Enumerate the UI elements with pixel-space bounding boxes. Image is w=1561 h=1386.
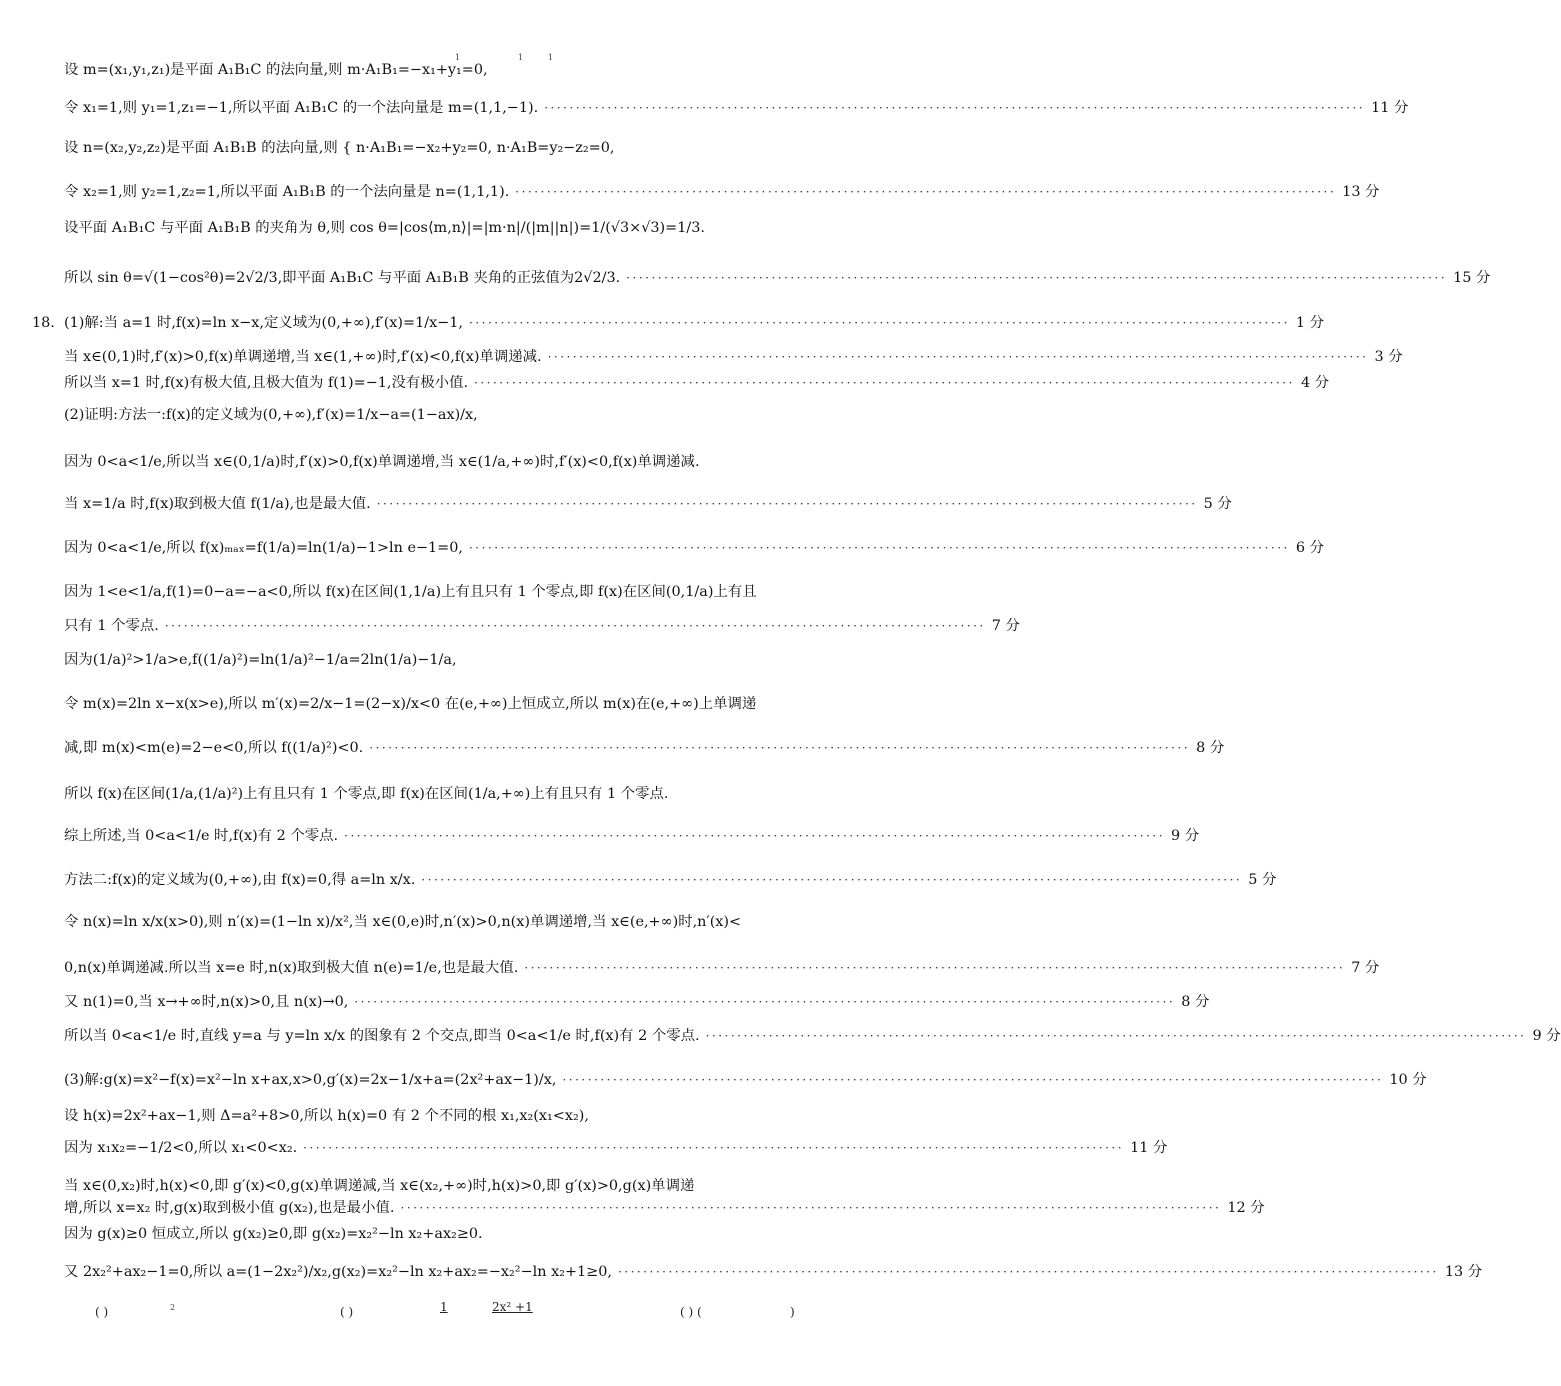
line-text: 又 n(1)=0,当 x→+∞时,n(x)>0,且 n(x)→0, <box>64 994 349 1010</box>
q18-line <box>64 1198 1265 1218</box>
bottom-fragment-1: ( ) <box>95 1305 109 1319</box>
line-text: 令 x₂=1,则 y₂=1,z₂=1,所以平面 A₁B₁B 的一个法向量是 n=(1,1,1). <box>64 184 510 200</box>
line-text: 令 m(x)=2ln x−x(x>e),所以 m′(x)=2/x−1=(2−x)/x<0 在(e,+∞)上恒成立,所以 m(x)在(e,+∞)上单调递 <box>64 696 757 712</box>
score-label: 8 分 <box>1181 994 1210 1010</box>
q18-line <box>64 538 1324 558</box>
q18-line <box>64 405 914 425</box>
q18-line <box>64 784 914 804</box>
score-label: 5 分 <box>1248 872 1277 888</box>
q18-line <box>64 1176 914 1196</box>
line-text: 因为(1/a)²>1/a>e,f((1/a)²)=ln(1/a)²−1/a=2ln(1/a)−1/a, <box>64 652 457 668</box>
score-label: 9 分 <box>1532 1028 1561 1044</box>
top-mark-2: 1 <box>518 53 524 62</box>
q18-line <box>64 912 914 932</box>
leader-dots <box>618 1262 1439 1282</box>
q17-line <box>64 268 1491 288</box>
q18-line <box>64 738 1225 758</box>
line-text: 因为 x₁x₂=−1/2<0,所以 x₁<0<x₂. <box>64 1140 298 1156</box>
leader-dots <box>515 182 1336 202</box>
line-text: 所以当 x=1 时,f(x)有极大值,且极大值为 f(1)=−1,没有极小值. <box>64 375 469 391</box>
q18-line <box>64 616 1020 636</box>
q17-line <box>64 138 914 158</box>
leader-dots <box>626 268 1447 288</box>
q18-line <box>64 958 1380 978</box>
line-text: 令 x₁=1,则 y₁=1,z₁=−1,所以平面 A₁B₁C 的一个法向量是 m=(1,1,−1). <box>64 100 539 116</box>
bottom-fragment-5: 2x² +1 <box>492 1300 533 1314</box>
q18-line <box>64 1138 1168 1158</box>
score-label: 15 分 <box>1453 270 1491 286</box>
line-text: 综上所述,当 0<a<1/e 时,f(x)有 2 个零点. <box>64 828 339 844</box>
bottom-fragment-6: ( ) ( <box>680 1305 702 1319</box>
q18-line <box>64 313 1325 333</box>
q18-line <box>64 582 914 602</box>
q18-line <box>64 494 1232 514</box>
bottom-fragment-2: 2 <box>170 1303 176 1312</box>
q18-line <box>64 1070 1427 1090</box>
line-text: 因为 0<a<1/e,所以当 x∈(0,1/a)时,f′(x)>0,f(x)单调递增,当 x∈(1/a,+∞)时,f′(x)<0,f(x)单调递减. <box>64 454 700 470</box>
line-text: 设 n=(x₂,y₂,z₂)是平面 A₁B₁B 的法向量,则 { n·A₁B₁=−x₂+y₂=0, n·A₁B=y₂−z₂=0, <box>64 140 615 156</box>
leader-dots <box>421 870 1242 890</box>
q18-line <box>64 1262 1483 1282</box>
leader-dots <box>469 538 1290 558</box>
score-label: 7 分 <box>1351 960 1380 976</box>
q18-line <box>64 1224 914 1244</box>
top-mark-3: 1 <box>548 53 554 62</box>
score-label: 11 分 <box>1371 100 1409 116</box>
q18-line <box>64 650 914 670</box>
line-text: 因为 g(x)≥0 恒成立,所以 g(x₂)≥0,即 g(x₂)=x₂²−ln x₂+ax₂≥0. <box>64 1226 483 1242</box>
bottom-fragment-4: 1 <box>440 1300 448 1314</box>
line-text: 所以 sin θ=√(1−cos²θ)=2√2/3,即平面 A₁B₁C 与平面 A₁B₁B 夹角的正弦值为2√2/3. <box>64 270 621 286</box>
q17-line <box>64 182 1380 202</box>
q17-line <box>64 98 1409 118</box>
bottom-fragment-3: ( ) <box>340 1305 354 1319</box>
q18-line <box>64 826 1200 846</box>
leader-dots <box>544 98 1365 118</box>
q18-line <box>64 1026 1561 1046</box>
line-text: 0,n(x)单调递减.所以当 x=e 时,n(x)取到极大值 n(e)=1/e,也是最大值. <box>64 960 519 976</box>
leader-dots <box>165 616 986 636</box>
score-label: 1 分 <box>1295 315 1325 331</box>
score-label: 4 分 <box>1300 375 1330 391</box>
line-text: 当 x=1/a 时,f(x)取到极大值 f(1/a),也是最大值. <box>64 496 371 512</box>
line-text: 所以 f(x)在区间(1/a,(1/a)²)上有且只有 1 个零点,即 f(x)在区间(1/a,+∞)上有且只有 1 个零点. <box>64 786 669 802</box>
line-text: 设平面 A₁B₁C 与平面 A₁B₁B 的夹角为 θ,则 cos θ=|cos⟨m,n⟩|=|m·n|/(|m||n|)=1/(√3×√3)=1/3. <box>64 220 705 236</box>
score-label: 3 分 <box>1374 349 1403 365</box>
line-text: 因为 0<a<1/e,所以 f(x)ₘₐₓ=f(1/a)=ln(1/a)−1>ln e−1=0, <box>64 540 463 556</box>
score-label: 8 分 <box>1196 740 1225 756</box>
q18-line <box>64 870 1277 890</box>
q18-line <box>64 1106 914 1126</box>
leader-dots <box>369 738 1190 758</box>
line-text: 又 2x₂²+ax₂−1=0,所以 a=(1−2x₂²)/x₂,g(x₂)=x₂²−ln x₂+ax₂=−x₂²−ln x₂+1≥0, <box>64 1264 612 1280</box>
line-text: 减,即 m(x)<m(e)=2−e<0,所以 f((1/a)²)<0. <box>64 740 364 756</box>
line-text: 当 x∈(0,x₂)时,h(x)<0,即 g′(x)<0,g(x)单调递减,当 x∈(x₂,+∞)时,h(x)>0,即 g′(x)>0,g(x)单调递 <box>64 1178 695 1194</box>
score-label: 10 分 <box>1389 1072 1427 1088</box>
leader-dots <box>377 494 1198 514</box>
bottom-fragment-7: ) <box>790 1305 795 1319</box>
leader-dots <box>400 1198 1221 1218</box>
line-text: (3)解:g(x)=x²−f(x)=x²−ln x+ax,x>0,g′(x)=2x−1/x+a=(2x²+ax−1)/x, <box>64 1072 557 1088</box>
line-text: 只有 1 个零点. <box>64 618 159 634</box>
line-text: 当 x∈(0,1)时,f′(x)>0,f(x)单调递增,当 x∈(1,+∞)时,f′(x)<0,f(x)单调递减. <box>64 349 542 365</box>
leader-dots <box>548 347 1369 367</box>
line-text: 增,所以 x=x₂ 时,g(x)取到极小值 g(x₂),也是最小值. <box>64 1200 395 1216</box>
line-text: 令 n(x)=ln x/x(x>0),则 n′(x)=(1−ln x)/x²,当 x∈(0,e)时,n′(x)>0,n(x)单调递增,当 x∈(e,+∞)时,n′(x)< <box>64 914 742 930</box>
score-label: 9 分 <box>1171 828 1200 844</box>
line-text: (2)证明:方法一:f(x)的定义域为(0,+∞),f′(x)=1/x−a=(1−ax)/x, <box>64 407 478 423</box>
q17-line <box>64 218 914 238</box>
leader-dots <box>469 313 1290 333</box>
leader-dots <box>706 1026 1527 1046</box>
line-text: 设 m=(x₁,y₁,z₁)是平面 A₁B₁C 的法向量,则 m·A₁B₁=−x₁+y₁=0, <box>64 62 488 78</box>
line-text: (1)解:当 a=1 时,f(x)=ln x−x,定义域为(0,+∞),f′(x)=1/x−1, <box>64 315 464 331</box>
leader-dots <box>524 958 1345 978</box>
leader-dots <box>474 373 1295 393</box>
score-label: 11 分 <box>1130 1140 1168 1156</box>
q17-line <box>64 60 914 80</box>
leader-dots <box>344 826 1165 846</box>
q18-line <box>64 373 1330 393</box>
top-mark-1: 1 <box>455 53 461 62</box>
line-text: 因为 1<e<1/a,f(1)=0−a=−a<0,所以 f(x)在区间(1,1/a)上有且只有 1 个零点,即 f(x)在区间(0,1/a)上有且 <box>64 584 757 600</box>
score-label: 13 分 <box>1342 184 1380 200</box>
score-label: 6 分 <box>1295 540 1324 556</box>
leader-dots <box>354 992 1175 1012</box>
leader-dots <box>562 1070 1383 1090</box>
line-text: 设 h(x)=2x²+ax−1,则 Δ=a²+8>0,所以 h(x)=0 有 2 个不同的根 x₁,x₂(x₁<x₂), <box>64 1108 589 1124</box>
q18-line <box>64 992 1210 1012</box>
q18-line <box>64 452 914 472</box>
score-label: 13 分 <box>1444 1264 1483 1280</box>
score-label: 7 分 <box>991 618 1020 634</box>
line-text: 所以当 0<a<1/e 时,直线 y=a 与 y=ln x/x 的图象有 2 个交点,即当 0<a<1/e 时,f(x)有 2 个零点. <box>64 1028 700 1044</box>
leader-dots <box>303 1138 1124 1158</box>
score-label: 5 分 <box>1203 496 1232 512</box>
q18-line <box>64 347 1403 367</box>
q18-line <box>64 694 914 714</box>
line-text: 方法二:f(x)的定义域为(0,+∞),由 f(x)=0,得 a=ln x/x. <box>64 872 416 888</box>
score-label: 12 分 <box>1227 1200 1265 1216</box>
question-number-18: 18. <box>32 315 55 331</box>
